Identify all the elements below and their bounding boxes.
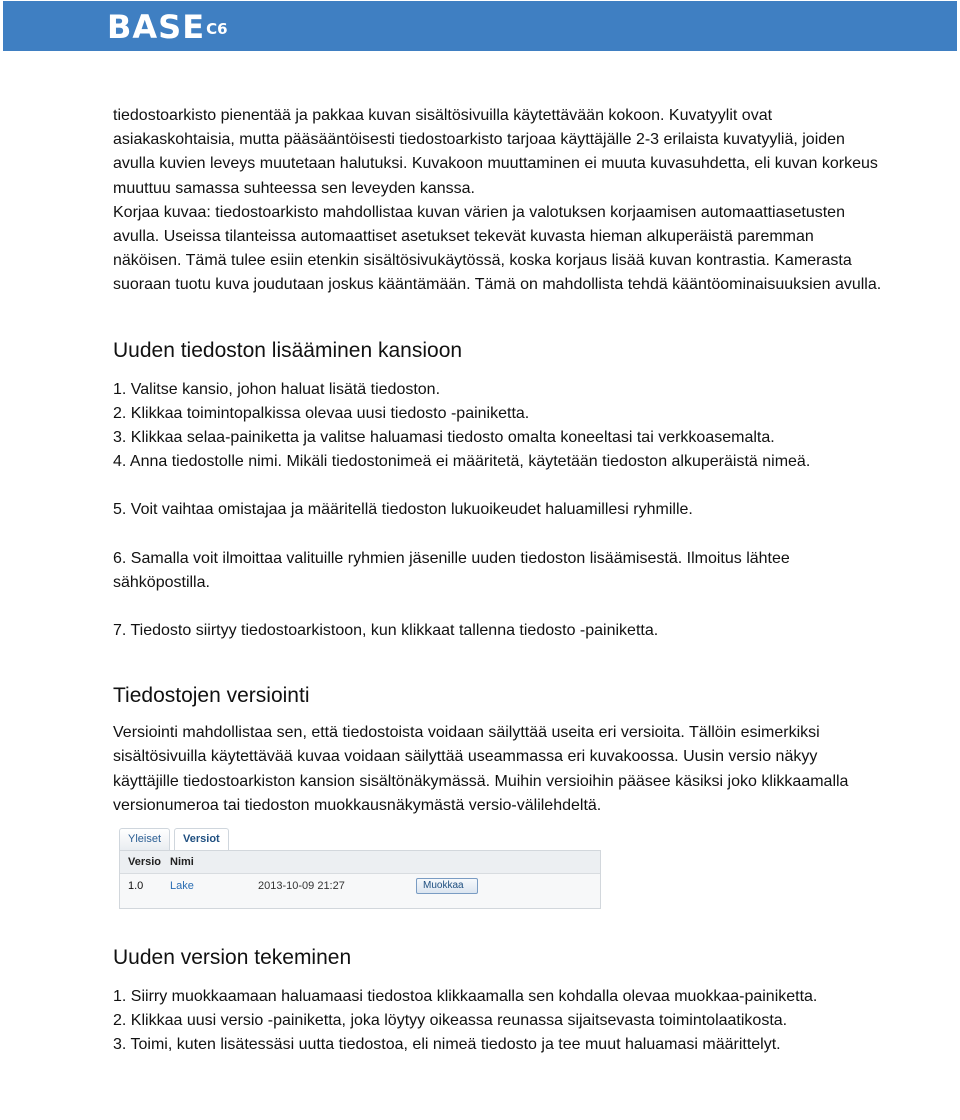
versions-tabs bbox=[119, 828, 601, 850]
add-step-4: 4. Anna tiedostolle nimi. Mikäli tiedostonimeä ei määritetä, käytetään tiedoston alkuperäistä nimeä. bbox=[113, 453, 811, 471]
table-row bbox=[120, 874, 600, 898]
section-title-add-file: Uuden tiedoston lisääminen kansioon bbox=[113, 338, 463, 362]
tab-versiot[interactable]: Versiot bbox=[174, 828, 229, 850]
korjaa-paragraph: Korjaa kuvaa: tiedostoarkisto mahdollistaa kuvan värien ja valotuksen korjaamisen automaattiasetusten avulla. Useissa tilanteissa automaattiset asetukset tekevät kuvasta hieman alkuperäistä paremman näköisen. Tämä tulee esiin etenkin sisältösivukäytössä, koska korjaus lisää kuvan kontrastia. Kamerasta suoraan tuotu kuva joudutaan joskus kääntämään. Tämä on mahdollista tehdä kääntöominaisuuksien avulla. bbox=[113, 203, 882, 294]
tab-yleiset[interactable]: Yleiset bbox=[119, 828, 170, 850]
versions-widget bbox=[119, 828, 601, 909]
section-title-new-version: Uuden version tekeminen bbox=[113, 946, 352, 970]
add-step-3: 3. Klikkaa selaa-painiketta ja valitse haluamasi tiedosto omalta koneeltasi tai verkkoasemalta. bbox=[113, 429, 775, 447]
header-bar bbox=[3, 1, 957, 51]
new-version-step-1: 1. Siirry muokkaamaan haluamaasi tiedostoa klikkaamalla sen kohdalla olevaa muokkaa-painiketta. bbox=[113, 988, 818, 1006]
document-content bbox=[113, 104, 883, 1058]
column-header-version: Versio bbox=[128, 856, 162, 869]
column-header-name: Nimi bbox=[170, 856, 194, 869]
logo-text: BASE bbox=[107, 8, 206, 46]
add-step-6: 6. Samalla voit ilmoittaa valituille ryhmien jäsenille uuden tiedoston lisäämisestä. Ilmoitus lähtee sähköpostilla. bbox=[113, 549, 790, 591]
versions-table-header bbox=[120, 851, 600, 874]
add-step-1: 1. Valitse kansio, johon haluat lisätä tiedoston. bbox=[113, 380, 441, 398]
logo-superscript: C6 bbox=[206, 20, 228, 38]
versions-table bbox=[119, 850, 601, 909]
add-step-7: 7. Tiedosto siirtyy tiedostoarkistoon, kun klikkaat tallenna tiedosto -painiketta. bbox=[113, 622, 659, 640]
version-date: 2013-10-09 21:27 bbox=[258, 880, 345, 893]
intro-paragraph: tiedostoarkisto pienentää ja pakkaa kuvan sisältösivuilla käytettävään kokoon. Kuvatyylit ovat asiakaskohtaisia, mutta pääsääntöisesti tiedostoarkisto tarjoaa käyttäjälle 2-3 erilaista kuvatyyliä, joiden avulla kuvien leveys muutetaan halutuksi. Kuvakoon muuttaminen ei muuta kuvasuhdetta, eli kuvan korkeus muuttuu samassa suhteessa sen leveyden kanssa. bbox=[113, 107, 878, 197]
add-step-5: 5. Voit vaihtaa omistajaa ja määritellä tiedoston lukuoikeudet haluamillesi ryhmille. bbox=[113, 501, 693, 519]
section-title-versioning: Tiedostojen versiointi bbox=[113, 684, 310, 708]
add-step-2: 2. Klikkaa toimintopalkissa olevaa uusi tiedosto -painiketta. bbox=[113, 404, 530, 422]
new-version-step-3: 3. Toimi, kuten lisätessäsi uutta tiedostoa, eli nimeä tiedosto ja tee muut haluamasi määrittelyt. bbox=[113, 1036, 781, 1054]
base-c6-logo[interactable] bbox=[107, 9, 228, 45]
new-version-step-2: 2. Klikkaa uusi versio -painiketta, joka löytyy oikeassa reunassa sijaitsevasta toimintolaatikosta. bbox=[113, 1012, 788, 1030]
version-number-link[interactable]: 1.0 bbox=[128, 880, 144, 893]
edit-version-button[interactable]: Muokkaa bbox=[416, 878, 478, 894]
versioning-paragraph: Versiointi mahdollistaa sen, että tiedostoista voidaan säilyttää useita eri versioita. Tällöin esimerkiksi sisältösivuilla käytettävää kuvaa voidaan säilyttää useammassa eri kuvakoossa. Uusin versio näkyy käyttäjille tiedostoarkiston kansion sisältönäkymässä. Muihin versioihin pääsee käsiksi joko klikkaamalla versionumeroa tai tiedoston muokkausnäkymästä versio-välilehdeltä. bbox=[113, 724, 849, 814]
version-name-link[interactable]: Lake bbox=[170, 880, 194, 893]
